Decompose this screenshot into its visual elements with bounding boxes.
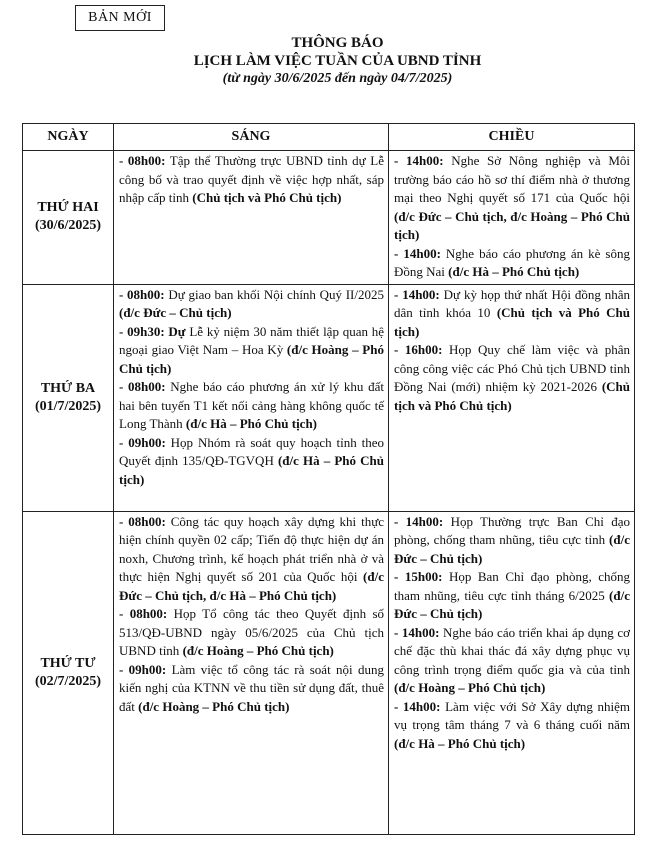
column-header-afternoon: CHIỀU [389,124,635,151]
morning-cell [114,284,389,511]
document-title: THÔNG BÁO [291,35,384,51]
table-header-row [23,124,635,151]
day-date: (02/7/2025) [34,673,102,689]
day-name: THỨ BA [40,380,96,396]
table-row [23,284,635,511]
day-date: (30/6/2025) [34,218,102,234]
schedule-item: - 14h00: Nghe báo cáo triển khai áp dụng cơ chế đặc thù khai thác đá xây dựng phục vụ công trình trọng điểm quốc gia và của tỉnh (đ/c Hoàng – Phó Chủ tịch) [394,624,630,695]
schedule-item: - 08h00: Họp Tổ công tác theo Quyết định số 513/QĐ-UBND ngày 05/6/2025 của Chủ tịch UBND tỉnh (đ/c Hoàng – Phó Chủ tịch) [119,606,385,658]
afternoon-cell [389,511,635,834]
schedule-item: - 14h00: Họp Thường trực Ban Chỉ đạo phòng, chống tham nhũng, tiêu cực tỉnh (đ/c Đức – Chủ tịch) [394,513,631,566]
afternoon-cell [389,284,635,511]
date-range: (từ ngày 30/6/2025 đến ngày 04/7/2025) [222,71,453,86]
version-badge: BẢN MỚI [75,5,165,31]
day-cell [23,151,114,285]
schedule-item: - 08h00: Nghe báo cáo phương án xử lý khu đất hai bên tuyến T1 kết nối cảng hàng không quốc tế Long Thành (đ/c Hà – Phó Chủ tịch) [119,379,385,431]
table-row [23,151,635,285]
schedule-item: - 16h00: Họp Quy chế làm việc và phân công công việc các Phó Chủ tịch UBND tỉnh Đồng Nai (mới) nhiệm kỳ 2021-2026 (Chủ tịch và Phó Chủ tịch) [394,342,630,413]
column-header-day: NGÀY [23,124,114,151]
day-cell [23,511,114,834]
schedule-item: - 14h00: Nghe báo cáo phương án kè sông Đồng Nai (đ/c Hà – Phó Chủ tịch) [394,245,630,279]
schedule-item: - 08h00: Công tác quy hoạch xây dựng khi thực hiện chính quyền 02 cấp; Tiến độ thực hiện dự án noxh, Chương trình, kế hoạch phát triển nhà ở và thực hiện Nghị quyết số 201 của Quốc hội (đ/c Đức – Chủ tịch, đ/c Hà – Phó Chủ tịch) [119,513,385,603]
schedule-table [22,123,635,835]
day-name: THỨ TƯ [40,655,96,671]
day-name: THỨ HAI [37,200,99,216]
document-header [0,34,655,88]
schedule-item: - 14h00: Dự kỳ họp thứ nhất Hội đồng nhân dân tỉnh khóa 10 (Chủ tịch và Phó Chủ tịch) [394,286,630,339]
day-cell [23,284,114,511]
schedule-item: - 08h00: Dự giao ban khối Nội chính Quý II/2025 (đ/c Đức – Chủ tịch) [119,286,384,320]
schedule-item: - 15h00: Họp Ban Chỉ đạo phòng, chống tham nhũng, tiêu cực tỉnh tháng 6/2025 (đ/c Đức – Chủ tịch) [394,569,630,621]
document-subtitle: LỊCH LÀM VIỆC TUẦN CỦA UBND TỈNH [193,53,482,69]
morning-cell [114,511,389,834]
afternoon-cell [389,151,635,285]
schedule-item: - 14h00: Nghe Sở Nông nghiệp và Môi trường báo cáo hồ sơ thí điểm nhà ở thương mại theo Nghị quyết số 171 của Quốc hội (đ/c Đức – Chủ tịch, đ/c Hoàng – Phó Chủ tịch) [394,153,631,242]
table-row [23,511,635,834]
schedule-item: - 08h00: Tập thể Thường trực UBND tỉnh dự Lễ công bố và trao quyết định về việc hợp nhất, sáp nhập cấp tỉnh (Chủ tịch và Phó Chủ tịch) [119,153,384,205]
schedule-item: - 09h00: Làm việc tổ công tác rà soát nội dung kiến nghị của KTNN về thu tiền sử dụng đất, thuê đất (đ/c Hoàng – Phó Chủ tịch) [119,661,384,714]
morning-cell [114,151,389,285]
column-header-morning: SÁNG [114,124,389,151]
day-date: (01/7/2025) [34,398,102,414]
schedule-item: - 09h30: Dự Lễ kỷ niệm 30 năm thiết lập quan hệ ngoại giao Việt Nam – Hoa Kỳ (đ/c Hoàng – Phó Chủ tịch) [119,323,384,376]
schedule-item: - 09h00: Họp Nhóm rà soát quy hoạch tỉnh theo Quyết định 135/QĐ-TGVQH (đ/c Hà – Phó Chủ tịch) [119,434,384,487]
schedule-item: - 14h00: Làm việc với Sở Xây dựng nhiệm vụ trọng tâm tháng 7 và 6 tháng cuối năm (đ/c Hà – Phó Chủ tịch) [394,698,631,751]
